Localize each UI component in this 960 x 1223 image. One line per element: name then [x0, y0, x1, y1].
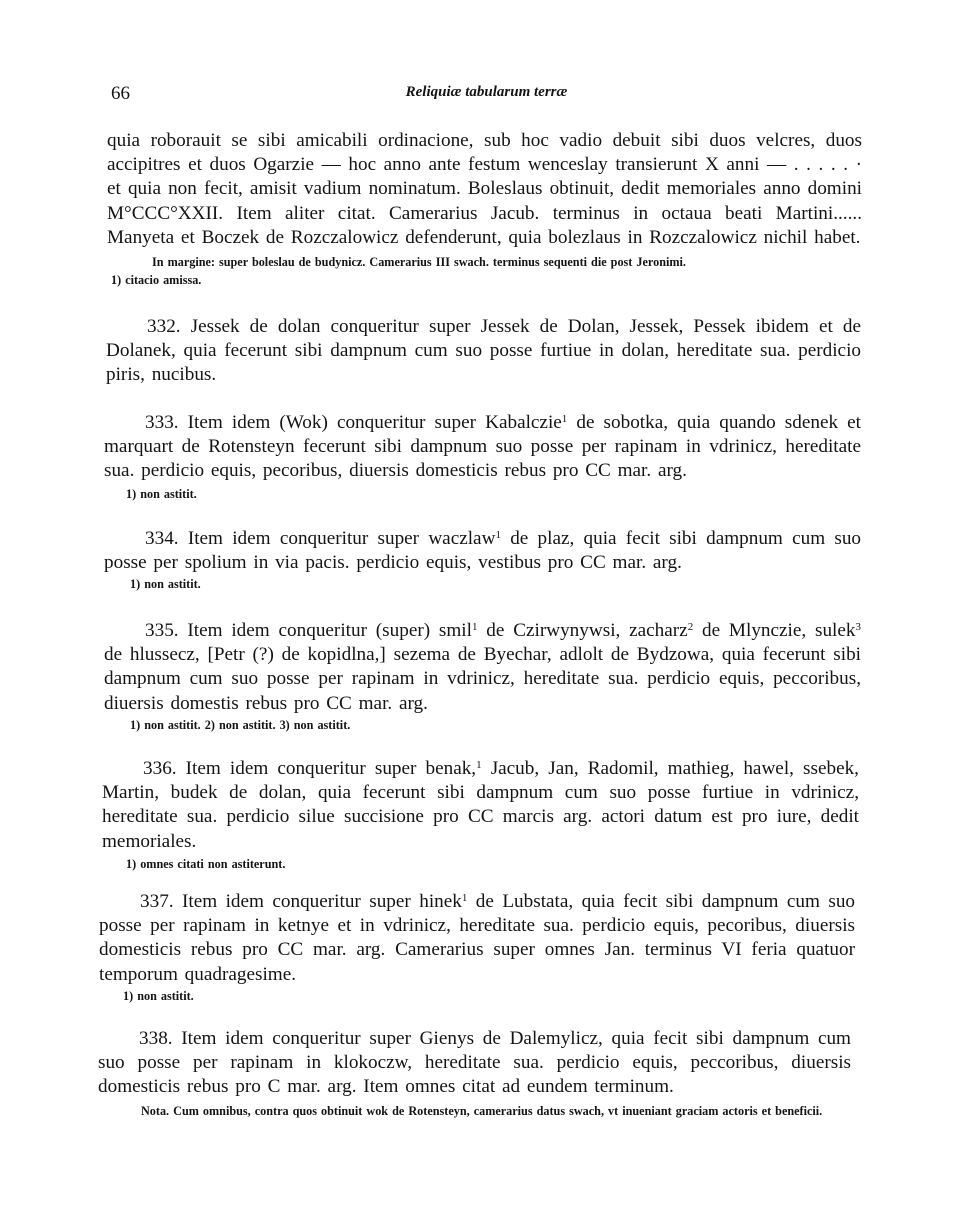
footnote: 1) non astitit. — [126, 486, 197, 501]
footnote-text: citacio amissa. — [125, 272, 202, 287]
entry-334 — [104, 527, 861, 594]
entry-335-text: 335. Item idem conqueritur (super) smil$^1$ de Czirwynywsi, zacharz$^2$ de Mlynczie, sulek$^3$ de hlussecz, [Petr (?) de kopidlna,] sezema de Byechar, adlolt de Bydzowa, quia fecerunt sibi dampnum cum suo posse per rapinam in vdrinicz, hereditate sua. perdicio equis, peccoribus, diuersis domestis rebus pro CC mar. arg. — [104, 620, 861, 714]
footnote: 1) citacio amissa. — [111, 272, 202, 287]
footnote-text: omnes citati non astiterunt. — [140, 856, 286, 871]
entry-331-text: quia roborauit se sibi amicabili ordinacione, sub hoc vadio debuit sibi duos velcres, duos accipitres et duos Ogarzie — hoc anno ante festum wenceslay transierunt X anni — . . . . . · et quia non fecit, amisit vadium nominatum. Boleslaus obtinuit, dedit memoriales anno domini M°CCC°XXII. Item aliter citat. Camerarius Jacub. terminus in octaua beati Martini...... Manyeta et Boczek de Rozczalowicz defenderunt, quia bolezlaus in Rozczalowicz nichil habet. — [107, 130, 862, 248]
footnote-mark: 1 — [130, 577, 137, 592]
page-number: 66 — [111, 83, 130, 104]
footnote-mark: 1 — [126, 486, 133, 501]
entry-336-text: 336. Item idem conqueritur super benak,$^1$ Jacub, Jan, Radomil, mathieg, hawel, ssebek, Martin, budek de dolan, quia fecerunt sibi dampnum cum suo posse furtiue in vdrinicz, hereditate sua. perdicio silue succisione pro CC marcis arg. actori datum est pro iure, dedit memoriales. — [102, 758, 859, 852]
footnote-ref: 1 — [461, 892, 468, 904]
footnote-ref: 1 — [476, 759, 482, 771]
entry-333 — [104, 411, 861, 503]
footnote-mark: 1 — [111, 272, 118, 287]
entry-332 — [106, 315, 861, 388]
footnote-ref: 1 — [495, 529, 501, 541]
entry-336 — [102, 757, 859, 873]
page-header — [111, 83, 862, 107]
running-title: Reliquiæ tabularum terræ — [405, 84, 568, 100]
entry-332-text: 332. Jessek de dolan conqueritur super Jessek de Dolan, Jessek, Pessek ibidem et de Dolanek, quia fecerunt sibi dampnum cum suo posse furtiue in dolan, hereditate sua. perdicio piris, nucibus. — [106, 316, 861, 386]
entry-338-text: 338. Item idem conqueritur super Gienys de Dalemylicz, quia fecit sibi dampnum cum suo posse per rapinam in klokoczw, hereditate sua. perdicio equis, peccoribus, diuersis domesticis rebus pro C mar. arg. Item omnes citat ad eundem terminum. — [98, 1028, 851, 1098]
footnotes: 1) non astitit. 2) non astitit. 3) non astitit. — [130, 717, 351, 732]
entry-335 — [104, 619, 861, 734]
footnote-ref: 2 — [687, 621, 694, 633]
footnote-ref: 1 — [471, 621, 478, 633]
entry-337 — [99, 890, 855, 1005]
entry-333-text: 333. Item idem (Wok) conqueritur super Kabalczie$^1$ de sobotka, quia quando sdenek et marquart de Rotensteyn fecerunt sibi dampnum suo posse per rapinam in vdrinicz, hereditate sua. perdicio equis, pecoribus, diuersis domesticis rebus pro CC mar. arg. — [104, 412, 861, 482]
footnote-text: non astitit. — [144, 577, 201, 592]
entry-337-text: 337. Item idem conqueritur super hinek$^1$ de Lubstata, quia fecit sibi dampnum cum suo posse per rapinam in ketnye et in vdrinicz, hereditate sua. perdicio equis, pecoribus, diuersis domesticis rebus pro CC mar. arg. Camerarius super omnes Jan. terminus VI feria quatuor temporum quadragesime. — [99, 891, 856, 985]
footnote-mark: 1 — [126, 856, 133, 871]
entry-331-continuation — [107, 129, 862, 289]
footnote-mark: 1 — [123, 988, 130, 1003]
footnote-text: non astitit. — [140, 486, 197, 501]
footnote-text: non astitit. — [137, 988, 194, 1003]
entry-338 — [98, 1027, 851, 1120]
margin-note: In margine: super boleslau de budynicz. Camerarius III swach. terminus sequenti die post Jeronimi. — [152, 255, 686, 270]
footnote: 1) non astitit. — [130, 577, 201, 592]
footnote-ref: 1 — [561, 413, 568, 425]
entry-334-text: 334. Item idem conqueritur super waczlaw$^1$ de plaz, quia fecit sibi dampnum cum suo posse per spolium in via pacis. perdicio equis, vestibus pro CC mar. arg. — [104, 528, 862, 574]
footnote: 1) non astitit. — [123, 988, 194, 1003]
nota-note: Nota. Cum omnibus, contra quos obtinuit wok de Rotensteyn, camerarius datus swach, vt inueniant graciam actoris et beneficii. — [141, 1103, 823, 1118]
footnote-ref: 3 — [855, 621, 861, 633]
footnote: 1) omnes citati non astiterunt. — [126, 856, 286, 871]
